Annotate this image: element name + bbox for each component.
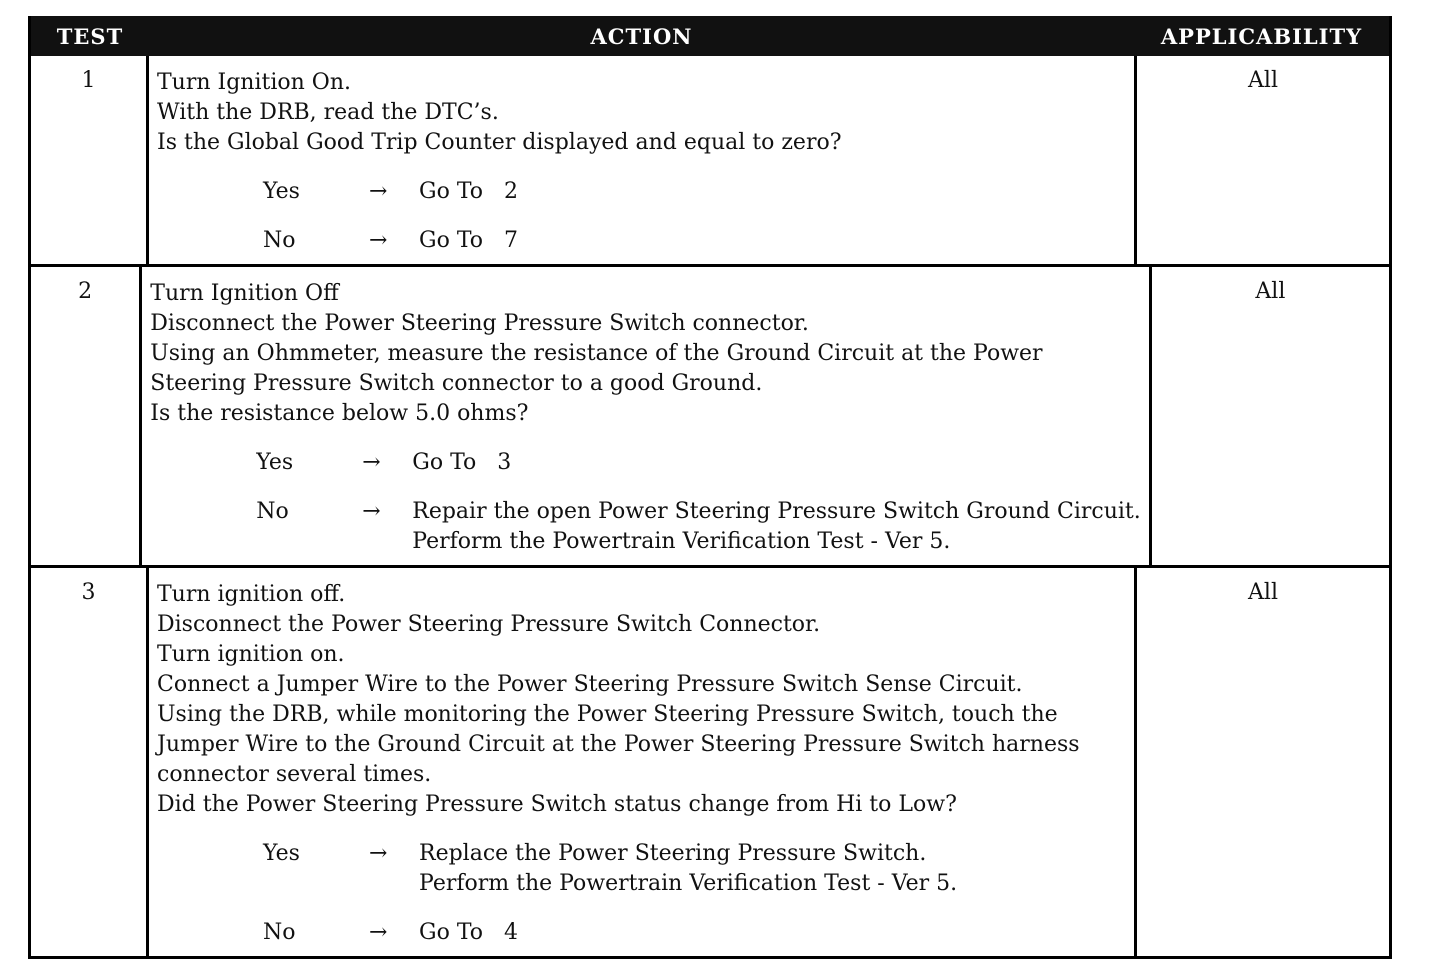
- applicability-value: All: [1248, 68, 1278, 93]
- outcome-result-line: Go To 2: [419, 179, 518, 204]
- outcome-no: [150, 497, 1141, 557]
- action-step: Turn ignition on.: [157, 642, 345, 667]
- outcome-no: [157, 918, 1126, 948]
- outcome-result-line: Replace the Power Steering Pressure Switch.: [419, 841, 927, 866]
- outcome-answer: Yes: [256, 450, 294, 475]
- arrow-right-icon: →: [362, 450, 381, 475]
- action-step: Using an Ohmmeter, measure the resistance of the Ground Circuit at the Power: [150, 341, 1043, 366]
- outcome-result: [412, 448, 1141, 478]
- action-step: Steering Pressure Switch connector to a good Ground.: [150, 371, 763, 396]
- outcome-yes: [157, 839, 1126, 899]
- outcome-result: [419, 839, 1126, 899]
- outcome-result-line: Go To 7: [419, 228, 518, 253]
- outcome-no: [157, 226, 1126, 256]
- action-step: Connect a Jumper Wire to the Power Steering Pressure Switch Sense Circuit.: [157, 672, 1023, 697]
- outcome-result-line: Repair the open Power Steering Pressure Switch Ground Circuit.: [412, 499, 1141, 524]
- action-step: Is the Global Good Trip Counter displayed and equal to zero?: [157, 130, 842, 155]
- header-test: TEST: [56, 23, 124, 49]
- outcome-result-line: Perform the Powertrain Verification Test - Ver 5.: [412, 529, 951, 554]
- action-step: Using the DRB, while monitoring the Power Steering Pressure Switch, touch the: [157, 702, 1058, 727]
- test-number: 2: [31, 267, 142, 565]
- table-body: [31, 56, 1389, 956]
- outcome-result: [419, 177, 1126, 207]
- action-step: Disconnect the Power Steering Pressure Switch connector.: [150, 311, 809, 336]
- applicability-value: All: [1248, 580, 1278, 605]
- outcome-result-line: Perform the Powertrain Verification Test - Ver 5.: [419, 871, 958, 896]
- table-row: [31, 56, 1389, 264]
- outcome-answer: No: [256, 499, 289, 524]
- test-number: 3: [31, 568, 149, 956]
- outcome-answer: Yes: [263, 841, 300, 866]
- action-step: Jumper Wire to the Ground Circuit at the Power Steering Pressure Switch harness: [157, 732, 1080, 757]
- action-step: Did the Power Steering Pressure Switch status change from Hi to Low?: [157, 792, 957, 817]
- test-number: 1: [31, 56, 149, 264]
- table-row: [31, 264, 1389, 565]
- arrow-right-icon: →: [369, 228, 388, 253]
- outcome-answer: No: [263, 228, 296, 253]
- outcome-result: [419, 918, 1126, 948]
- diagnostic-test-table: [28, 16, 1392, 959]
- header-applicability: APPLICABILITY: [1160, 23, 1363, 49]
- arrow-right-icon: →: [362, 499, 381, 524]
- action-step: Turn Ignition On.: [157, 70, 351, 95]
- action-cell: [149, 56, 1137, 264]
- action-step: Disconnect the Power Steering Pressure Switch Connector.: [157, 612, 821, 637]
- table-header: [31, 16, 1389, 56]
- outcome-result: [419, 226, 1126, 256]
- outcome-answer: No: [263, 920, 296, 945]
- header-action: ACTION: [590, 23, 693, 49]
- arrow-right-icon: →: [369, 841, 388, 866]
- action-step: Turn Ignition Off: [150, 281, 339, 306]
- arrow-right-icon: →: [369, 920, 388, 945]
- outcome-result-line: Go To 4: [419, 920, 518, 945]
- action-step: connector several times.: [157, 762, 432, 787]
- action-step: With the DRB, read the DTC’s.: [157, 100, 499, 125]
- action-step: Turn ignition off.: [157, 582, 346, 607]
- table-row: [31, 565, 1389, 956]
- outcome-answer: Yes: [263, 179, 300, 204]
- outcome-yes: [157, 177, 1126, 207]
- action-cell: [149, 568, 1137, 956]
- outcome-result-line: Go To 3: [412, 450, 512, 475]
- action-step: Is the resistance below 5.0 ohms?: [150, 401, 529, 426]
- action-cell: [142, 267, 1152, 565]
- outcome-yes: [150, 448, 1141, 478]
- arrow-right-icon: →: [369, 179, 388, 204]
- outcome-result: [412, 497, 1141, 557]
- applicability-value: All: [1255, 279, 1286, 304]
